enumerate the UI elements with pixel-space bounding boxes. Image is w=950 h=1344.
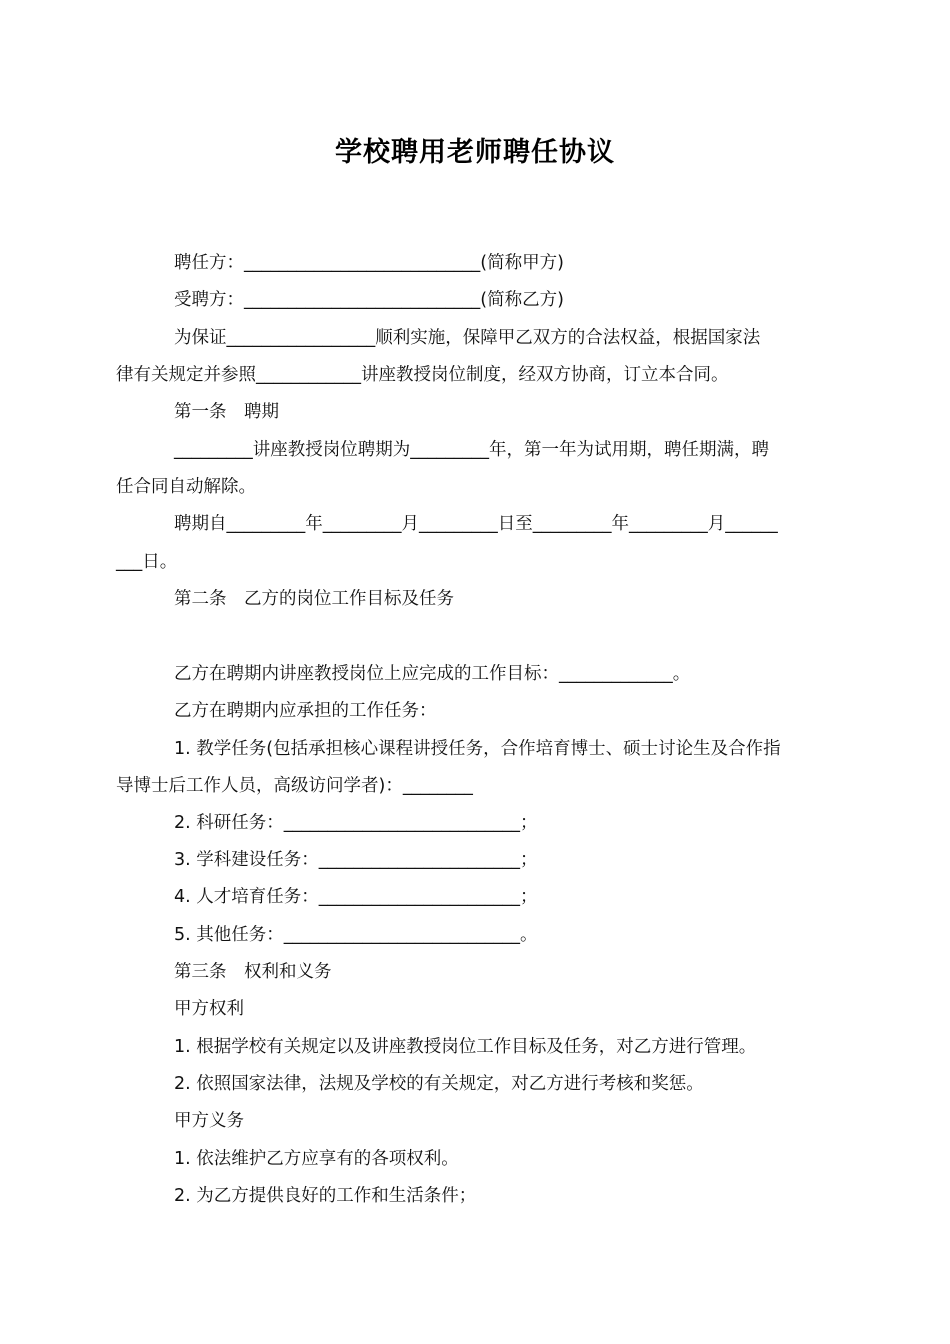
article-2-heading: 第二条 乙方的岗位工作目标及任务 <box>174 589 454 609</box>
party-a-duty-2: 2. 为乙方提供良好的工作和生活条件； <box>174 1186 477 1206</box>
term-period-line-1: 聘期自_________年_________月_________日至_________年_________月______ <box>174 514 778 534</box>
preamble-line-2: 律有关规定并参照____________讲座教授岗位制度，经双方协商，订立本合同。 <box>116 365 729 385</box>
task-1-line-1: 1. 教学任务(包括承担核心课程讲授任务，合作培育博士、硕士讨论生及合作指 <box>174 739 781 759</box>
term-paragraph-line-1: _________讲座教授岗位聘期为_________年，第一年为试用期，聘任期满，聘 <box>174 440 769 460</box>
party-a-rights-heading: 甲方权利 <box>174 999 244 1019</box>
term-period-line-2: ___日。 <box>116 552 178 572</box>
article-1-heading: 第一条 聘期 <box>174 402 279 422</box>
task-4-line: 4. 人才培育任务：_______________________； <box>174 887 538 907</box>
article-3-heading: 第三条 权利和义务 <box>174 962 332 982</box>
employer-party-line: 聘任方：___________________________(简称甲方) <box>174 253 564 273</box>
work-goal-line: 乙方在聘期内讲座教授岗位上应完成的工作目标：_____________。 <box>174 664 691 684</box>
task-5-line: 5. 其他任务：___________________________。 <box>174 925 538 945</box>
preamble-line-1: 为保证_________________顺利实施，保障甲乙双方的合法权益，根据国家法 <box>174 328 761 348</box>
party-a-duties-heading: 甲方义务 <box>174 1111 244 1131</box>
term-paragraph-line-2: 任合同自动解除。 <box>116 477 256 497</box>
party-a-right-2: 2. 依照国家法律，法规及学校的有关规定，对乙方进行考核和奖惩。 <box>174 1074 704 1094</box>
work-tasks-intro: 乙方在聘期内应承担的工作任务： <box>174 701 437 721</box>
task-2-line: 2. 科研任务：___________________________； <box>174 813 538 833</box>
party-a-right-1: 1. 根据学校有关规定以及讲座教授岗位工作目标及任务，对乙方进行管理。 <box>174 1037 757 1057</box>
document-title: 学校聘用老师聘任协议 <box>335 137 615 168</box>
employee-party-line: 受聘方：___________________________(简称乙方) <box>174 290 564 310</box>
task-1-line-2: 导博士后工作人员，高级访问学者)：________ <box>116 776 473 796</box>
party-a-duty-1: 1. 依法维护乙方应享有的各项权利。 <box>174 1149 459 1169</box>
task-3-line: 3. 学科建设任务：_______________________； <box>174 850 538 870</box>
